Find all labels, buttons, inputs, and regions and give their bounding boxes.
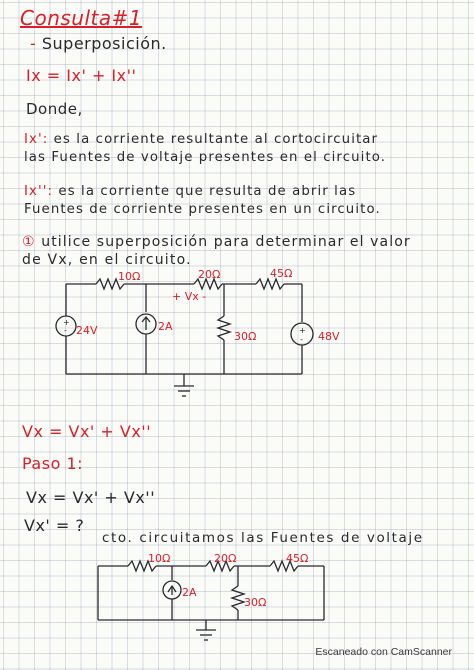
page-title: Consulta#1	[20, 6, 143, 30]
svg-text:+: +	[63, 318, 70, 327]
circuit1-r1-label: 10Ω	[118, 270, 141, 283]
formula: Ix = Ix' + Ix''	[26, 66, 137, 85]
short-circuit-note: cto. circuitamos las Fuentes de voltaje	[102, 530, 424, 546]
problem-number: ①	[22, 234, 36, 250]
problem-text-1: utilice superposición para determinar el valor	[41, 234, 411, 250]
circuit2-r4-label: 30Ω	[244, 596, 267, 609]
scanner-footer: Escaneado con CamScanner	[315, 646, 452, 658]
vx-prime-question: Vx' = ?	[24, 516, 85, 535]
circuit2-r1-label: 10Ω	[148, 552, 171, 565]
circuit2-r3-label: 45Ω	[286, 552, 309, 565]
svg-text:-: -	[300, 335, 303, 344]
circuit1-vx-label: + Vx -	[172, 290, 207, 303]
circuit2-r2-label: 20Ω	[214, 552, 237, 565]
circuit1-v2-label: 48V	[318, 330, 340, 343]
svg-text:-: -	[64, 326, 67, 335]
step-label: Paso 1:	[22, 454, 84, 473]
vx-equation: Vx = Vx' + Vx''	[26, 488, 156, 507]
circuit1-r3-label: 45Ω	[270, 267, 293, 280]
circuit1-r2-label: 20Ω	[198, 268, 221, 281]
circuit1-i1-label: 2A	[158, 320, 173, 333]
definition-2-text: es la corriente que resulta de abrir las	[58, 184, 357, 199]
vx-equation-red: Vx = Vx' + Vx''	[22, 422, 152, 441]
definition-1-line-2: las Fuentes de voltaje presentes en el circuito.	[24, 150, 387, 165]
subtitle: - Superposición.	[30, 34, 167, 53]
definition-1-term: Ix':	[24, 132, 49, 147]
definition-2-term: Ix'':	[24, 184, 54, 199]
circuit2-i1-label: 2A	[182, 586, 197, 599]
definition-2-line-2: Fuentes de corriente presentes en un circuito.	[24, 202, 381, 217]
circuit1-v1-label: 24V	[76, 324, 98, 337]
donde-label: Donde,	[26, 100, 83, 118]
problem-line-2: de Vx, en el circuito.	[22, 252, 192, 268]
resistor-30-icon-2	[232, 586, 244, 610]
definition-1-text: es la corriente resultante al cortocircuitar	[53, 132, 379, 147]
subtitle-text: Superposición.	[41, 34, 167, 53]
svg-text:+: +	[299, 326, 306, 335]
circuit1-r4-label: 30Ω	[234, 330, 257, 343]
